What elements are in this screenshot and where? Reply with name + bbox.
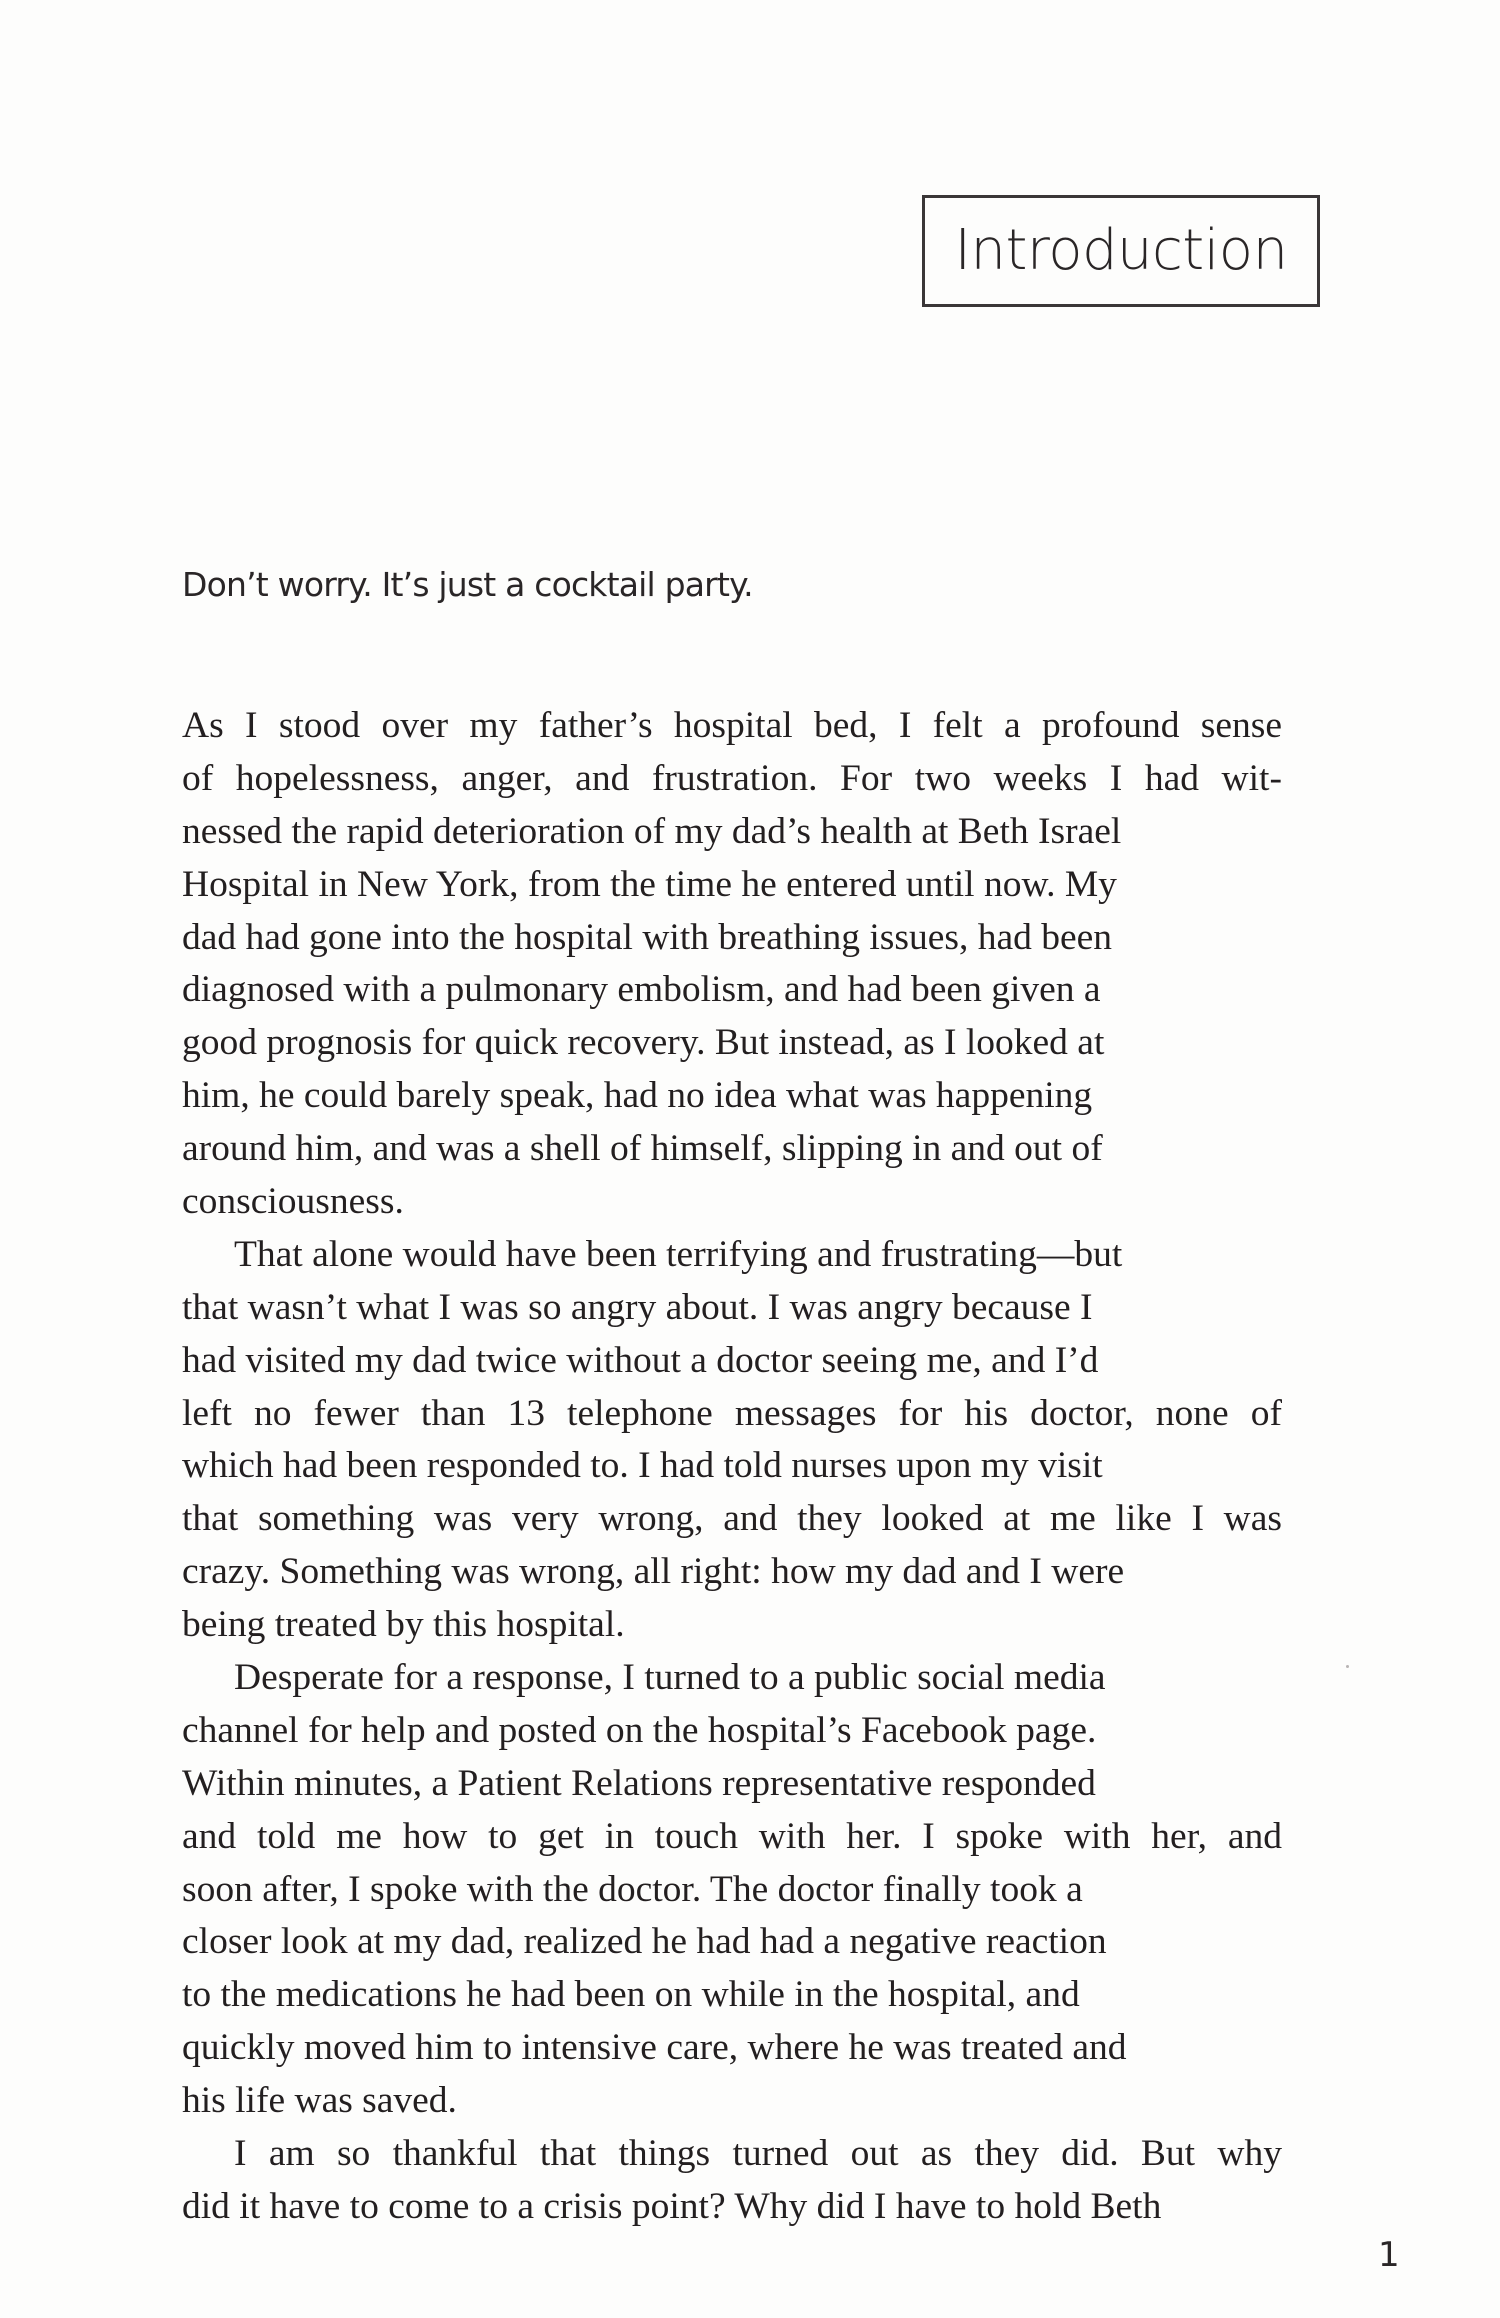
body-line: Hospital in New York, from the time he entered until now. My xyxy=(182,863,1117,905)
body-line: left no fewer than 13 telephone messages for his doctor, none of xyxy=(182,1392,1282,1434)
body-line: his life was saved. xyxy=(182,2080,457,2122)
body-line: him, he could barely speak, had no idea what was happening xyxy=(182,1075,1093,1117)
body-line: I am so thankful that things turned out as they did. But why xyxy=(234,2133,1283,2175)
body-line: crazy. Something was wrong, all right: how my dad and I were xyxy=(182,1551,1125,1593)
page-number: 1 xyxy=(1378,2235,1400,2275)
body-line: of hopelessness, anger, and frustration. For two weeks I had wit- xyxy=(182,757,1282,799)
scan-speck xyxy=(1346,1665,1349,1668)
body-line: closer look at my dad, realized he had had a negative reaction xyxy=(182,1921,1107,1963)
body-line: Within minutes, a Patient Relations representative responded xyxy=(182,1762,1096,1804)
body-line: that wasn’t what I was so angry about. I was angry because I xyxy=(182,1286,1093,1328)
body-line: good prognosis for quick recovery. But instead, as I looked at xyxy=(182,1022,1105,1064)
body-line: had visited my dad twice without a doctor seeing me, and I’d xyxy=(182,1339,1099,1381)
epigraph: Don’t worry. It’s just a cocktail party. xyxy=(182,565,753,604)
body-line: that something was very wrong, and they looked at me like I was xyxy=(182,1498,1283,1540)
body-line: around him, and was a shell of himself, slipping in and out of xyxy=(182,1128,1103,1170)
body-line: dad had gone into the hospital with breathing issues, had been xyxy=(182,916,1113,958)
body-line: channel for help and posted on the hospital’s Facebook page. xyxy=(182,1709,1097,1751)
body-line: diagnosed with a pulmonary embolism, and had been given a xyxy=(182,969,1101,1011)
body-text xyxy=(182,700,1282,2234)
body-line: Desperate for a response, I turned to a public social media xyxy=(234,1657,1106,1699)
body-line: That alone would have been terrifying and frustrating—but xyxy=(234,1233,1123,1275)
body-line: to the medications he had been on while in the hospital, and xyxy=(182,1974,1080,2016)
body-line: consciousness. xyxy=(182,1181,404,1223)
chapter-heading-box xyxy=(922,195,1320,307)
body-line: soon after, I spoke with the doctor. The doctor finally took a xyxy=(182,1868,1083,1910)
body-line: and told me how to get in touch with her. I spoke with her, and xyxy=(182,1815,1283,1857)
body-line: quickly moved him to intensive care, where he was treated and xyxy=(182,2027,1127,2069)
body-line: which had been responded to. I had told nurses upon my visit xyxy=(182,1445,1103,1487)
body-line: being treated by this hospital. xyxy=(182,1604,625,1646)
body-line: did it have to come to a crisis point? Why did I have to hold Beth xyxy=(182,2185,1162,2227)
chapter-title: Introduction xyxy=(954,218,1288,283)
body-line: As I stood over my father’s hospital bed, I felt a profound sense xyxy=(182,705,1283,746)
body-line: nessed the rapid deterioration of my dad’s health at Beth Israel xyxy=(182,810,1122,852)
